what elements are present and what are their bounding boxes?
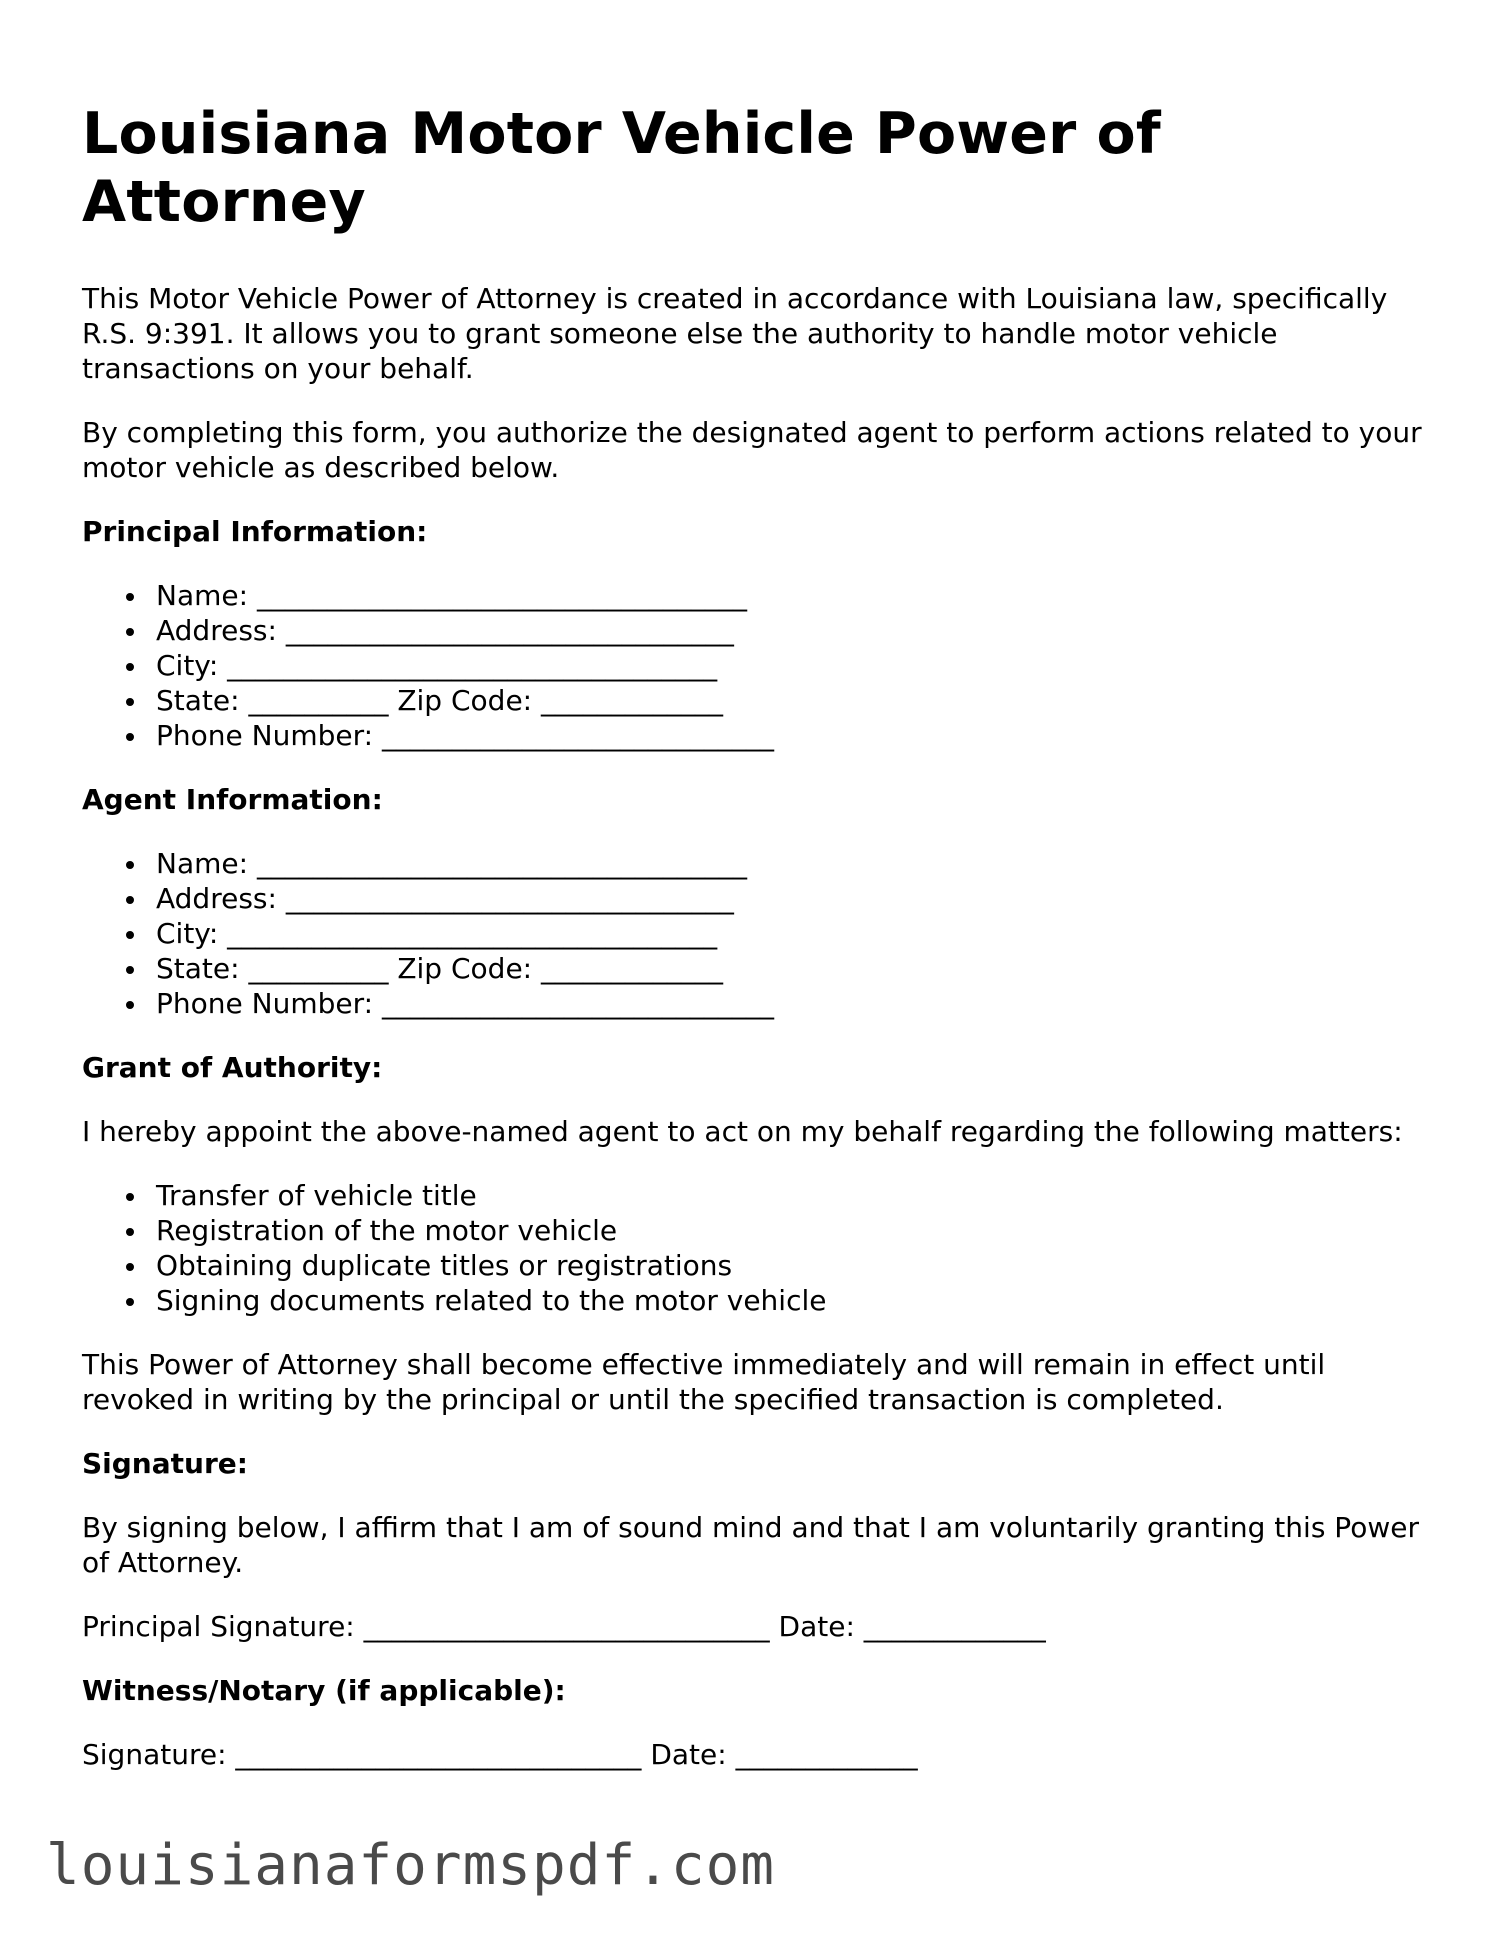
principal-address-field: Address: ________________________________ — [156, 613, 1422, 648]
agent-phone-field: Phone Number: ____________________________ — [156, 986, 1422, 1021]
grant-item: Obtaining duplicate titles or registrations — [156, 1248, 1422, 1283]
intro-paragraph-1: This Motor Vehicle Power of Attorney is created in accordance with Louisiana law, specifically R.S. 9:391. It allows you to grant someone else the authority to handle motor vehicle transactions on your behalf. — [82, 282, 1388, 385]
agent-state-zip-field: State: __________ Zip Code: _____________ — [156, 951, 1422, 986]
principal-heading: Principal Information: — [82, 515, 428, 548]
grant-item: Signing documents related to the motor vehicle — [156, 1283, 1422, 1318]
principal-fields-list — [82, 578, 1422, 753]
signature-affirmation: By signing below, I affirm that I am of sound mind and that I am voluntarily granting this Power of Attorney. — [82, 1511, 1419, 1579]
principal-phone-field: Phone Number: ____________________________ — [156, 718, 1422, 753]
agent-city-field: City: ___________________________________ — [156, 916, 1422, 951]
grant-items-list — [82, 1178, 1422, 1318]
principal-state-zip-field: State: __________ Zip Code: _____________ — [156, 683, 1422, 718]
witness-signature-line: Signature: _____________________________ Date: _____________ — [82, 1738, 918, 1771]
intro-paragraph-2: By completing this form, you authorize the designated agent to perform actions related to your motor vehicle as described below. — [82, 416, 1422, 484]
effective-paragraph: This Power of Attorney shall become effective immediately and will remain in effect until revoked in writing by the principal or until the specified transaction is completed. — [82, 1348, 1326, 1416]
grant-intro: I hereby appoint the above-named agent to act on my behalf regarding the following matters: — [82, 1115, 1403, 1148]
agent-heading: Agent Information: — [82, 783, 383, 816]
watermark: louisianaformspdf.com — [46, 1833, 776, 1898]
grant-item: Registration of the motor vehicle — [156, 1213, 1422, 1248]
principal-signature-line: Principal Signature: _____________________________ Date: _____________ — [82, 1610, 1046, 1643]
principal-name-field: Name: ___________________________________ — [156, 578, 1422, 613]
document-page — [82, 100, 1422, 1801]
grant-item: Transfer of vehicle title — [156, 1178, 1422, 1213]
agent-address-field: Address: ________________________________ — [156, 881, 1422, 916]
witness-heading: Witness/Notary (if applicable): — [82, 1674, 566, 1707]
principal-city-field: City: ___________________________________ — [156, 648, 1422, 683]
agent-name-field: Name: ___________________________________ — [156, 846, 1422, 881]
signature-heading: Signature: — [82, 1447, 248, 1480]
document-title: Louisiana Motor Vehicle Power of Attorney — [82, 101, 1161, 235]
grant-heading: Grant of Authority: — [82, 1051, 383, 1084]
agent-fields-list — [82, 846, 1422, 1021]
